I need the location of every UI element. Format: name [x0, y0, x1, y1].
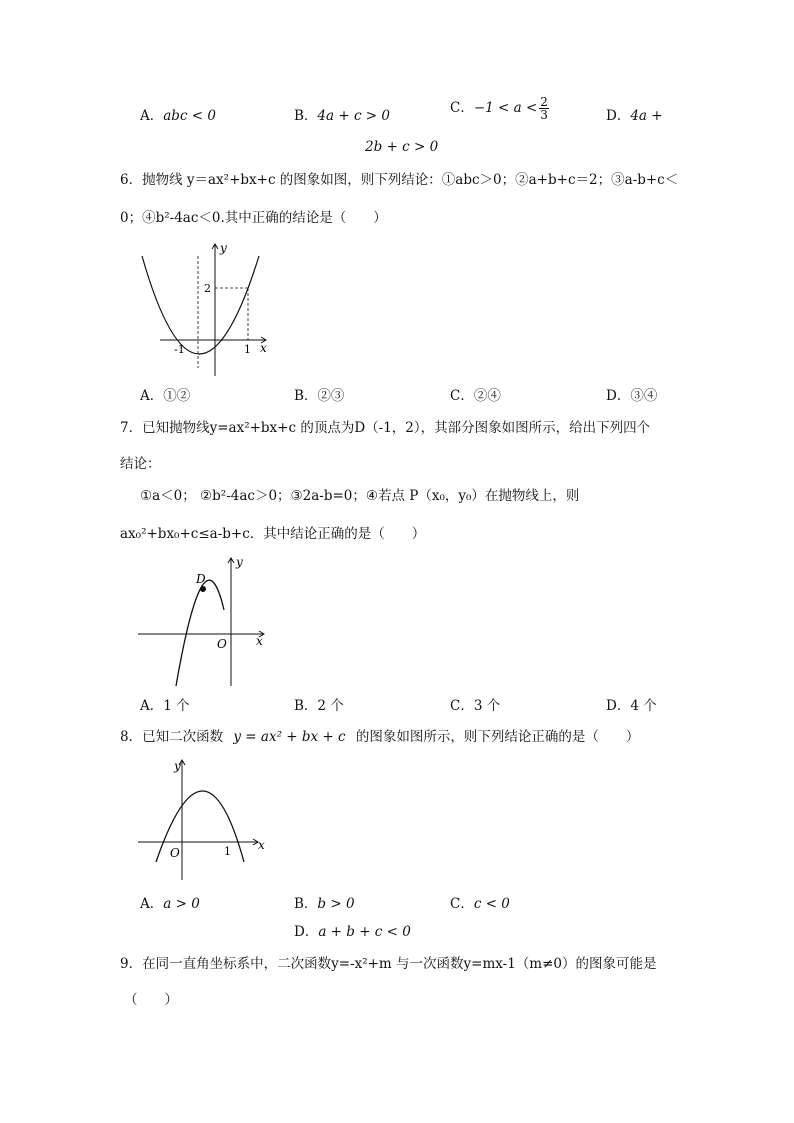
option-text: c < 0 [473, 896, 510, 912]
q6-option-c: C．②④ [450, 388, 501, 404]
option-text: abc < 0 [163, 108, 216, 124]
q7-line-1: 7．已知抛物线y=ax²+bx+c 的顶点为D（-1，2），其部分图象如图所示，给出下列四个 [120, 420, 651, 436]
q6-line-1: 6．抛物线 y＝ax²+bx+c 的图象如图，则下列结论：①abc＞0；②a+b+c＝2；③a-b+c＜ [120, 172, 679, 188]
option-letter: D． [606, 108, 631, 124]
vertex-label: D [196, 572, 206, 586]
q9-line-2: （ ） [124, 992, 178, 1008]
tick-label-neg1: -1 [174, 343, 185, 356]
q8-prefix: 8．已知二次函数 [120, 729, 224, 745]
q8-option-a [140, 892, 200, 912]
q7-line-4: ax₀²+bx₀+c≤a-b+c．其中结论正确的是（ ） [120, 526, 426, 542]
tick-label-1: 1 [224, 845, 231, 858]
q8-formula: y = ax² + bx + c [233, 729, 346, 745]
q8-option-d [294, 920, 411, 940]
x-axis-label: x [256, 634, 263, 648]
q6-line-2: 0；④b²-4ac＜0.其中正确的结论是（ ） [120, 210, 387, 226]
parabola-curve [176, 580, 224, 686]
q8-suffix: 的图象如图所示，则下列结论正确的是（ ） [355, 729, 640, 745]
fraction-numerator: 2 [540, 95, 548, 109]
option-letter: C． [450, 100, 474, 116]
q6-parabola-graph [138, 240, 270, 380]
option-text: b > 0 [317, 896, 355, 912]
q5-option-b [294, 104, 390, 124]
q5-option-d-continuation: 2b + c > 0 [365, 139, 439, 155]
q5-option-a [140, 104, 216, 124]
option-text: 4a + [630, 108, 663, 124]
q7-parabola-graph [136, 554, 268, 688]
x-axis-label: x [260, 341, 267, 355]
q5-option-d [606, 104, 663, 124]
option-text: a + b + c < 0 [318, 924, 411, 940]
fraction-denominator: 3 [540, 108, 548, 122]
x-axis-label: x [258, 838, 265, 852]
option-letter: A． [140, 896, 164, 912]
option-letter: B． [294, 896, 318, 912]
option-letter: B． [294, 108, 318, 124]
q6-option-a: A．①② [140, 388, 191, 404]
q8-parabola-graph [136, 756, 268, 884]
q7-line-2: 结论： [120, 456, 161, 472]
q9-line-1: 9．在同一直角坐标系中，二次函数y=-x²+m 与一次函数y=mx-1（m≠0）的图象可能是 [120, 956, 657, 972]
origin-label: O [217, 637, 227, 651]
q6-option-b: B．②③ [294, 388, 345, 404]
q7-option-d: D．4 个 [606, 698, 657, 714]
vertex-point [200, 586, 206, 592]
q7-option-a: A．1 个 [140, 698, 190, 714]
option-letter: C． [450, 896, 474, 912]
q5-option-c [450, 96, 549, 121]
q8-line-1 [120, 725, 639, 745]
origin-label: O [170, 846, 180, 860]
y-axis-label: y [220, 241, 227, 255]
q7-line-3: ①a＜0； ②b²-4ac＞0；③2a-b=0；④若点 P（x₀，y₀）在抛物线上，则 [140, 488, 580, 504]
q6-option-d: D．③④ [606, 388, 658, 404]
option-text: 4a + c > 0 [317, 108, 390, 124]
q7-option-b: B．2 个 [294, 698, 344, 714]
y-axis-label: y [174, 759, 181, 773]
y-axis-label: y [236, 555, 243, 569]
option-letter: D． [294, 924, 319, 940]
fraction [539, 96, 549, 121]
q8-option-c [450, 892, 510, 912]
option-text: a > 0 [163, 896, 200, 912]
tick-label-1: 1 [244, 343, 251, 356]
parabola-curve [142, 256, 259, 354]
q7-option-c: C．3 个 [450, 698, 501, 714]
q8-option-b [294, 892, 355, 912]
option-letter: A． [140, 108, 164, 124]
option-text: −1 < a < [473, 100, 538, 116]
tick-label-2: 2 [204, 282, 211, 295]
